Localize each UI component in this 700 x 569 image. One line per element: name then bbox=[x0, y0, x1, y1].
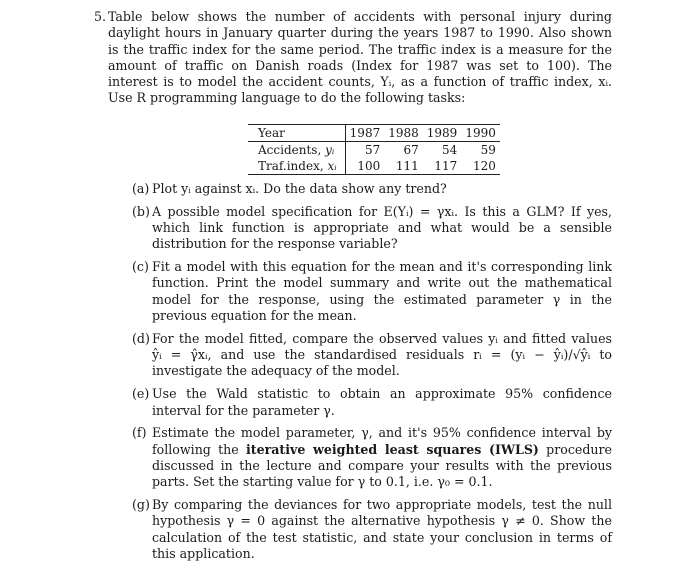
table-header-cell: 1987 bbox=[345, 125, 384, 142]
task-list bbox=[132, 181, 612, 569]
table-cell: 54 bbox=[442, 143, 458, 157]
task-text: By comparing the deviances for two appropriate models, test the null hypothesis γ = 0 against the alternative hypothesis γ ≠ 0. Show the calculation of the test statistic, and state your conclusion in terms of this application. bbox=[152, 497, 612, 561]
task-text: Fit a model with this equation for the mean and it's corresponding link function. Print the model summary and write out the mathematical model for the response, using the estimated parameter γ in the previous equation for the mean. bbox=[152, 259, 612, 324]
task-text: For the model fitted, compare the observed values yᵢ and fitted values ŷᵢ = γ̂xᵢ, and use the standardised residuals rᵢ = (yᵢ − ŷᵢ)/√ŷᵢ to investigate the adequacy of the model. bbox=[152, 330, 612, 379]
row-label-text: Accidents, bbox=[258, 143, 322, 157]
table-cell: 67 bbox=[403, 143, 419, 157]
problem-statement: Table below shows the number of accidents with personal injury during daylight hours in January quarter during the years 1987 to 1990. Also shown is the traffic index for the same period. The traffic index is a measure for the amount of traffic on Danish roads (Index for 1987 was set to 100). The interest is to model the accident counts, Yᵢ, as a function of traffic index, xᵢ. Use R programming language to do the following tasks: bbox=[108, 9, 612, 106]
task-text: Use the Wald statistic to obtain an approximate 95% confidence interval for the parameter γ. bbox=[152, 386, 612, 418]
task-item-g bbox=[132, 497, 612, 562]
table-row-label bbox=[248, 158, 345, 175]
table-row bbox=[248, 158, 500, 175]
table-row-label bbox=[248, 142, 345, 159]
row-symbol: xᵢ bbox=[327, 159, 337, 173]
task-item-c bbox=[132, 259, 612, 324]
task-item-e bbox=[132, 386, 612, 419]
task-item-b bbox=[132, 204, 612, 253]
table-header-cell: 1988 bbox=[384, 125, 423, 142]
table-header-cell: 1990 bbox=[461, 125, 500, 142]
table-cell: 59 bbox=[480, 143, 496, 157]
task-text bbox=[152, 425, 612, 490]
task-label: (b) bbox=[132, 203, 150, 219]
task-text: A possible model specification for E(Yᵢ) = γxᵢ. Is this a GLM? If yes, which link function is appropriate and what would be a sensible distribution for the response variable? bbox=[152, 203, 612, 252]
table-cell: 111 bbox=[384, 158, 423, 175]
task-label: (g) bbox=[132, 497, 150, 513]
table-header-label: Year bbox=[248, 125, 345, 142]
task-label: (e) bbox=[132, 386, 150, 402]
table-cell: 57 bbox=[345, 142, 384, 159]
task-text-part: procedure discussed in the lecture and compare your results with the previous parts. Set the starting value for γ to 0.1, i.e. γ₀ = 0.1. bbox=[152, 441, 612, 490]
task-text: Plot yᵢ against xᵢ. Do the data show any trend? bbox=[152, 181, 447, 196]
iwls-term: iterative weighted least squares (IWLS) bbox=[246, 441, 539, 457]
problem-intro bbox=[94, 9, 612, 107]
task-text-part: Estimate the model parameter, γ, and it's 95% confidence interval by following the bbox=[152, 425, 612, 457]
table-cell: 120 bbox=[461, 158, 500, 175]
row-symbol: yᵢ bbox=[325, 143, 335, 157]
task-item-f bbox=[132, 425, 612, 490]
table-header-cell: 1989 bbox=[423, 125, 462, 142]
table-row bbox=[248, 142, 500, 159]
accident-data-table bbox=[248, 124, 500, 175]
task-label: (d) bbox=[132, 330, 150, 346]
row-label-text: Traf.index, bbox=[258, 159, 324, 173]
table-header-row bbox=[248, 125, 500, 142]
task-label: (c) bbox=[132, 259, 149, 275]
task-item-d bbox=[132, 331, 612, 380]
task-label: (a) bbox=[132, 181, 150, 196]
table-cell: 100 bbox=[345, 158, 384, 175]
task-label: (f) bbox=[132, 425, 147, 441]
task-item-a bbox=[132, 181, 612, 197]
problem-number: 5. bbox=[94, 9, 107, 24]
table-cell: 117 bbox=[423, 158, 462, 175]
